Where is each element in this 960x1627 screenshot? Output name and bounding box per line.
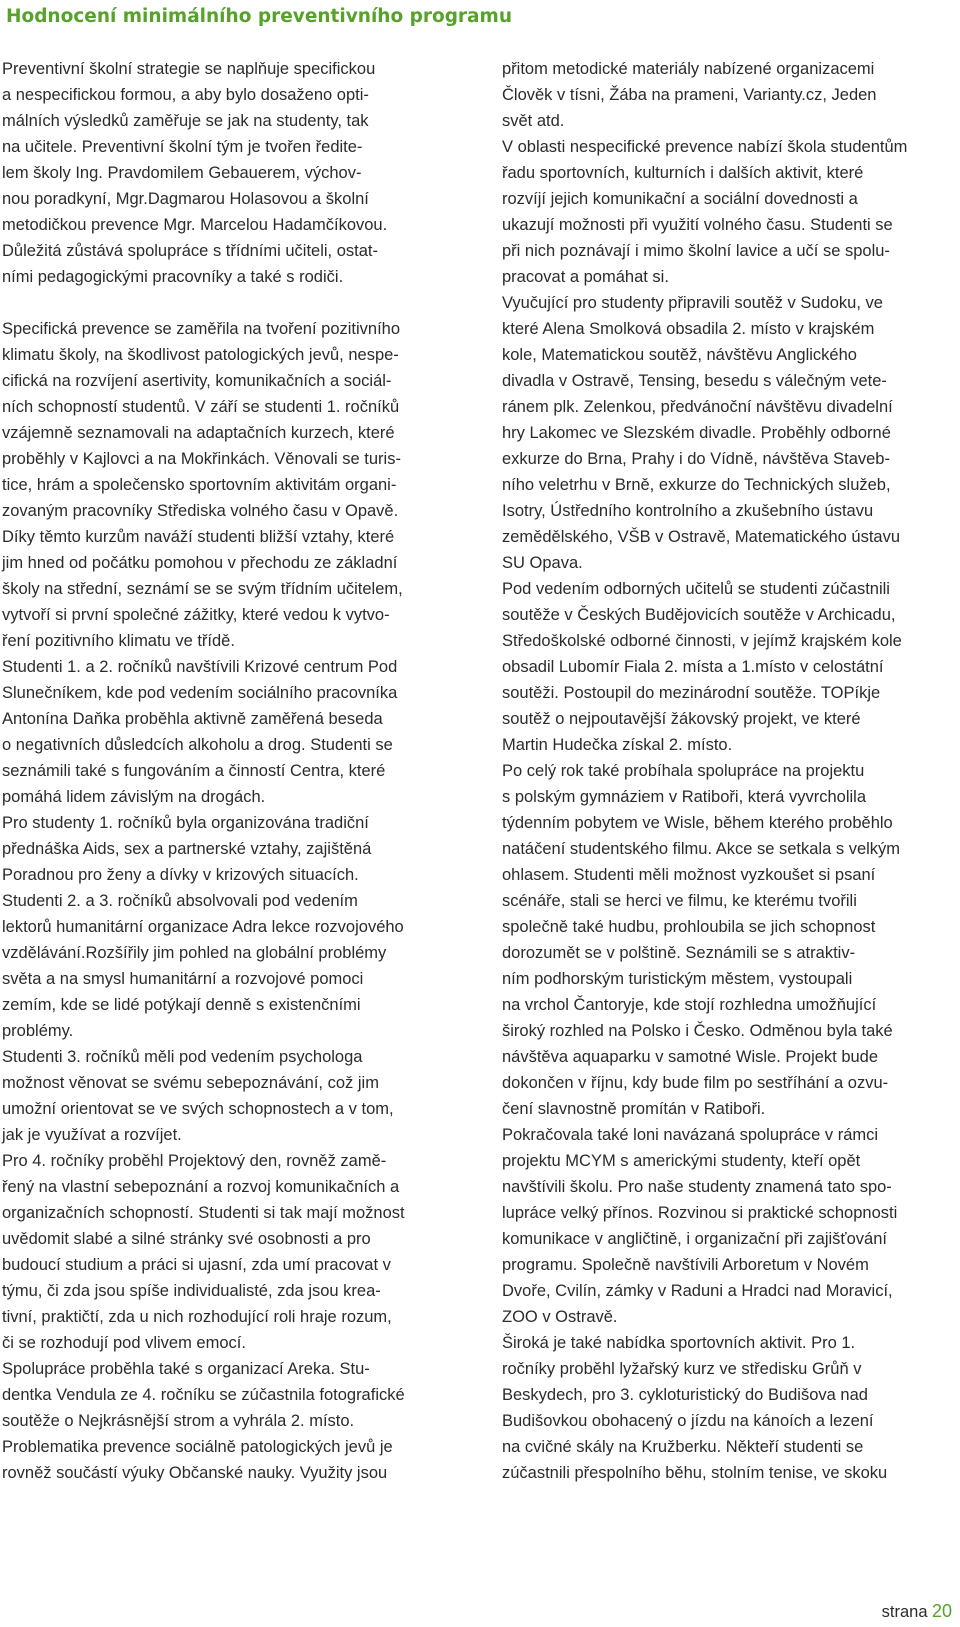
text-line: zemědělského, VŠB v Ostravě, Matematického ústavu	[502, 528, 901, 546]
text-line: týmu, či zda jsou spíše individualisté, zda jsou krea-	[2, 1282, 381, 1300]
text-line: Pokračovala také loni navázaná spolupráce v rámci	[502, 1126, 879, 1144]
text-line: umožní orientovat se ve svých schopnostech a v tom,	[2, 1100, 394, 1118]
text-line: SU Opava.	[502, 554, 583, 572]
text-line: Spolupráce proběhla také s organizací Areka. Stu-	[2, 1360, 370, 1378]
text-line: Pod vedením odborných učitelů se studenti zúčastnili	[502, 580, 890, 598]
text-line: lektorů humanitární organizace Adra lekce rozvojového	[2, 918, 404, 936]
text-line: přitom metodické materiály nabízené organizacemi	[502, 60, 875, 78]
text-line: lupráce velký přínos. Rozvinou si praktické schopnosti	[502, 1204, 898, 1222]
text-line: Problematika prevence sociálně patologických jevů je	[2, 1438, 393, 1456]
text-line: ního veletrhu v Brně, exkurze do Technických služeb,	[502, 476, 891, 494]
text-line: Studenti 2. a 3. ročníků absolvovali pod vedením	[2, 892, 358, 910]
text-line: řadu sportovních, kulturních i dalších aktivit, které	[502, 164, 864, 182]
text-line: dorozumět se v polštině. Seznámili se s atraktiv-	[502, 944, 856, 962]
text-line: Budišovkou obohacený o jízdu na kánoích a lezení	[502, 1412, 874, 1430]
text-line: ních schopností studentů. V září se studenti 1. ročníků	[2, 398, 400, 416]
text-line: jak je využívat a rozvíjet.	[2, 1126, 182, 1144]
text-line: pracovat a pomáhat si.	[502, 268, 669, 286]
text-line: Slunečníkem, kde pod vedením sociálního pracovníka	[2, 684, 398, 702]
text-line: na vrchol Čantoryje, kde stojí rozhledna umožňující	[502, 996, 877, 1014]
text-line: ním podhorským turistickým městem, vystoupali	[502, 970, 853, 988]
page-number: 20	[931, 1601, 952, 1621]
right-text-column	[502, 56, 958, 1486]
text-line: návštěva aquaparku v samotné Wisle. Projekt bude	[502, 1048, 879, 1066]
text-line: Člověk v tísni, Žába na prameni, Varianty.cz, Jeden	[502, 86, 877, 104]
text-line: metodičkou prevence Mgr. Marcelou Hadamčíkovou.	[2, 216, 388, 234]
text-line: Isotry, Ústředního kontrolního a zkušebního ústavu	[502, 502, 874, 520]
text-line: ukazují možnosti při využití volného času. Studenti se	[502, 216, 893, 234]
text-line: dentka Vendula ze 4. ročníku se zúčastnila fotografické	[2, 1386, 405, 1404]
text-line: Po celý rok také probíhala spolupráce na projektu	[502, 762, 865, 780]
text-line: vzdělávání.Rozšířily jim pohled na globální problémy	[2, 944, 387, 962]
text-line: Specifická prevence se zaměřila na tvoření pozitivního	[2, 320, 401, 338]
text-line: o negativních důsledcích alkoholu a drog. Studenti se	[2, 736, 393, 754]
text-line: či se rozhodují pod vlivem emocí.	[2, 1334, 246, 1352]
text-line: organizačních schopností. Studenti si tak mají možnost	[2, 1204, 405, 1222]
text-line: tice, hrám a společensko sportovním aktivitám organi-	[2, 476, 397, 494]
text-line: na učitele. Preventivní školní tým je tvořen ředite-	[2, 138, 363, 156]
text-line: uvědomit slabé a silné stránky své osobnosti a pro	[2, 1230, 371, 1248]
text-line: ohlasem. Studenti měli možnost vyzkoušet si psaní	[502, 866, 876, 884]
text-line: ními pedagogickými pracovníky a také s rodiči.	[2, 268, 344, 286]
text-line: lem školy Ing. Pravdomilem Gebauerem, výchov-	[2, 164, 362, 182]
text-line: soutěže o Nejkrásnější strom a vyhrála 2. místo.	[2, 1412, 355, 1430]
text-line: Široká je také nabídka sportovních aktivit. Pro 1.	[502, 1334, 856, 1352]
text-line: možnost věnovat se svému sebepoznávání, což jim	[2, 1074, 379, 1092]
text-line: Pro studenty 1. ročníků byla organizována tradiční	[2, 814, 369, 832]
text-line: nou poradkyní, Mgr.Dagmarou Holasovou a školní	[2, 190, 369, 208]
text-line: proběhly v Kajlovci a na Mokřinkách. Věnovali se turis-	[2, 450, 401, 468]
text-line: rozvíjí jejich komunikační a sociální dovednosti a	[502, 190, 858, 208]
text-line: soutěž o nejpoutavější žákovský projekt, ve které	[502, 710, 861, 728]
text-line: programu. Společně navštívili Arboretum v Novém	[502, 1256, 869, 1274]
text-line: Martin Hudečka získal 2. místo.	[502, 736, 733, 754]
text-line: Studenti 3. ročníků měli pod vedením psychologa	[2, 1048, 363, 1066]
text-line: s polským gymnáziem v Ratiboři, která vyvrcholila	[502, 788, 867, 806]
text-line: řený na vlastní sebepoznání a rozvoj komunikačních a	[2, 1178, 400, 1196]
text-line: světa a na smysl humanitární a rozvojové pomoci	[2, 970, 364, 988]
text-line: ročníky proběhl lyžařský kurz ve středisku Grůň v	[502, 1360, 862, 1378]
text-line: na cvičné skály na Kružberku. Někteří studenti se	[502, 1438, 864, 1456]
text-line: a nespecifickou formou, a aby bylo dosaženo opti-	[2, 86, 369, 104]
text-line: obsadil Lubomír Fiala 2. místa a 1.místo v celostátní	[502, 658, 884, 676]
text-line: školy na střední, seznámí se se svým třídním učitelem,	[2, 580, 403, 598]
text-line: budoucí studium a práci si ujasní, zda umí pracovat v	[2, 1256, 391, 1274]
text-line: Vyučující pro studenty připravili soutěž v Sudoku, ve	[502, 294, 883, 312]
text-line: navštívili školu. Pro naše studenty znamená tato spo-	[502, 1178, 892, 1196]
text-line: které Alena Smolková obsadila 2. místo v krajském	[502, 320, 875, 338]
text-line: zemím, kde se lidé potýkají denně s existenčními	[2, 996, 361, 1014]
text-line: cifická na rozvíjení asertivity, komunikačních a sociál-	[2, 372, 392, 390]
text-line: týdenním pobytem ve Wisle, během kterého proběhlo	[502, 814, 893, 832]
text-line: soutěže v Českých Budějovicích soutěže v Archicadu,	[502, 606, 896, 624]
text-line: ránem plk. Zelenkou, předvánoční návštěvu divadelní	[502, 398, 893, 416]
text-line: Studenti 1. a 2. ročníků navštívili Krizové centrum Pod	[2, 658, 398, 676]
text-line: scénáře, stali se herci ve filmu, ke kterému tvořili	[502, 892, 857, 910]
text-line: divadla v Ostravě, Tensing, besedu s válečným vete-	[502, 372, 887, 390]
text-line: ření pozitivního klimatu ve třídě.	[2, 632, 235, 650]
text-line: seznámili také s fungováním a činností Centra, které	[2, 762, 386, 780]
text-line: tivní, praktičtí, zda u nich rozhodující roli hraje rozum,	[2, 1308, 392, 1326]
text-line: natáčení studentského filmu. Akce se setkala s velkým	[502, 840, 901, 858]
text-line: kole, Matematickou soutěž, návštěvu Anglického	[502, 346, 857, 364]
page-label: strana	[881, 1603, 928, 1621]
text-line: dokončen v říjnu, kdy bude film po sestříhání a ozvu-	[502, 1074, 889, 1092]
text-line: Díky těmto kurzům naváží studenti bližší vztahy, které	[2, 528, 395, 546]
text-line: při nich poznávají i mimo školní lavice a učí se spolu-	[502, 242, 890, 260]
text-line: široký rozhled na Polsko i Česko. Odměnou byla také	[502, 1022, 893, 1040]
text-line: problémy.	[2, 1022, 74, 1040]
page-title: Hodnocení minimálního preventivního programu	[6, 6, 512, 27]
paragraph-gap	[2, 290, 464, 316]
text-line: vytvoří si první společné zážitky, které vedou k vytvo-	[2, 606, 390, 624]
text-line: pomáhá lidem závislým na drogách.	[2, 788, 266, 806]
text-line: klimatu školy, na škodlivost patologických jevů, nespe-	[2, 346, 399, 364]
text-line: V oblasti nespecifické prevence nabízí škola studentům	[502, 138, 908, 156]
text-line: čení slavnostně promítán v Ratiboři.	[502, 1100, 766, 1118]
text-line: jim hned od počátku pomohou v přechodu ze základní	[2, 554, 398, 572]
text-line: Dvoře, Cvilín, zámky v Raduni a Hradci nad Moravicí,	[502, 1282, 893, 1300]
text-line: soutěži. Postoupil do mezinárodní soutěže. TOPíkje	[502, 684, 881, 702]
text-line: Antonína Daňka proběhla aktivně zaměřená beseda	[2, 710, 383, 728]
text-line: Preventivní školní strategie se naplňuje specifickou	[2, 60, 376, 78]
text-line: Beskydech, pro 3. cykloturistický do Budišova nad	[502, 1386, 868, 1404]
text-line: Středoškolské odborné činnosti, v jejímž krajském kole	[502, 632, 902, 650]
text-line: Pro 4. ročníky proběhl Projektový den, rovněž zamě-	[2, 1152, 387, 1170]
text-line: Poradnou pro ženy a dívky v krizových situacích.	[2, 866, 359, 884]
text-line: rovněž součástí výuky Občanské nauky. Využity jsou	[2, 1464, 388, 1482]
left-text-column	[2, 56, 464, 1486]
page-footer	[882, 1597, 952, 1625]
text-line: exkurze do Brna, Prahy i do Vídně, návštěva Staveb-	[502, 450, 890, 468]
text-line: komunikace v angličtině, i organizační při zajišťování	[502, 1230, 887, 1248]
text-line: svět atd.	[502, 112, 565, 130]
text-line: ZOO v Ostravě.	[502, 1308, 618, 1326]
text-line: projektu MCYM s americkými studenty, kteří opět	[502, 1152, 861, 1170]
text-line: málních výsledků zaměřuje se jak na studenty, tak	[2, 112, 369, 130]
text-line: společně také hudbu, prohloubila se jich schopnost	[502, 918, 876, 936]
text-line: hry Lakomec ve Slezském divadle. Proběhly odborné	[502, 424, 891, 442]
text-line: přednáška Aids, sex a partnerské vztahy, zajištěná	[2, 840, 372, 858]
text-line: vzájemně seznamovali na adaptačních kurzech, které	[2, 424, 395, 442]
text-line: zúčastnili přespolního běhu, stolním tenise, ve skoku	[502, 1464, 888, 1482]
text-line: zovaným pracovníky Střediska volného času v Opavě.	[2, 502, 399, 520]
text-line: Důležitá zůstává spolupráce s třídními učiteli, ostat-	[2, 242, 378, 260]
